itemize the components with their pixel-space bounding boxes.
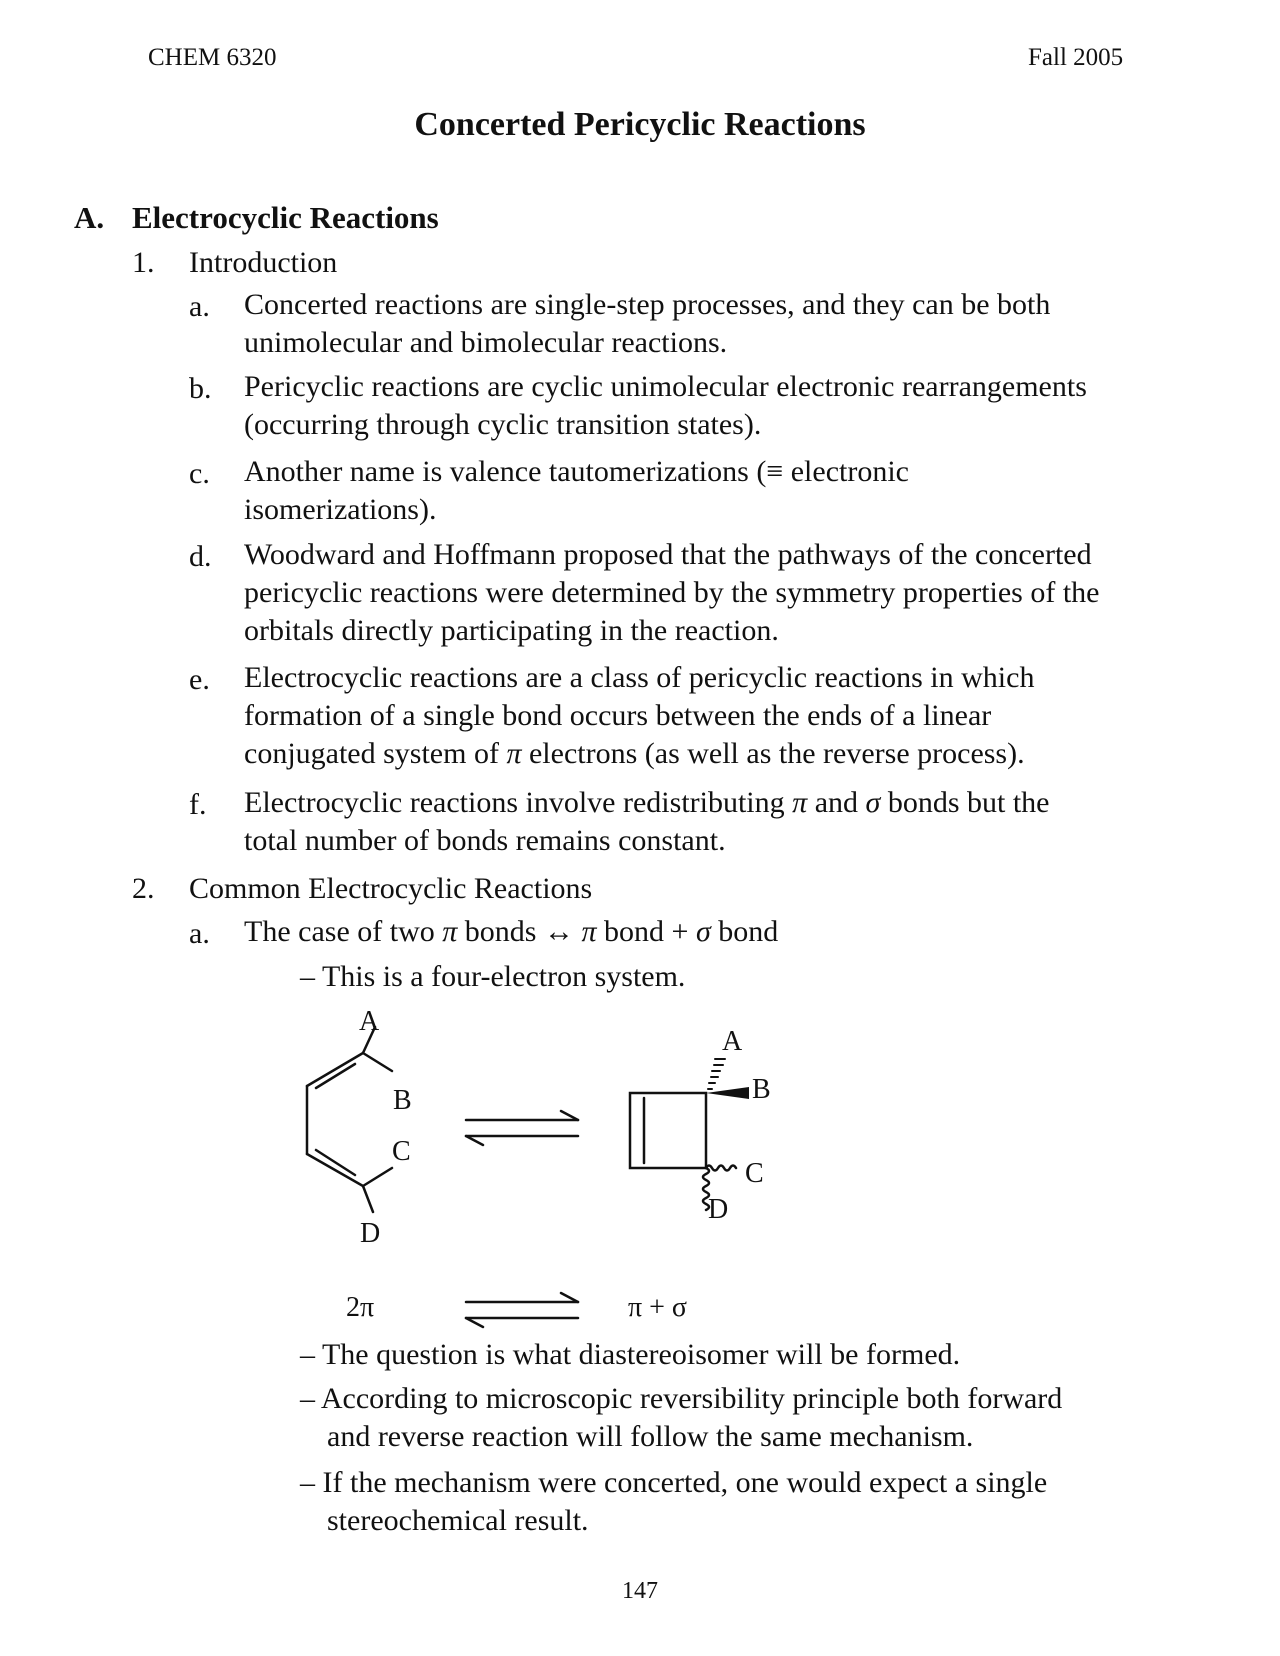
section-title: Electrocyclic Reactions <box>132 200 439 235</box>
page-title: Concerted Pericyclic Reactions <box>414 106 866 143</box>
item-marker: c. <box>189 457 210 490</box>
term: Fall 2005 <box>1028 44 1124 71</box>
subsection-title: Common Electrocyclic Reactions <box>189 872 593 905</box>
item-marker: a. <box>189 917 210 950</box>
list-item: Another name is valence tautomerizations (≡ electronic isomerizations). <box>244 455 909 526</box>
cyclobutene-structure <box>630 1093 736 1210</box>
atom-label: B <box>752 1074 771 1105</box>
list-item: Woodward and Hoffmann proposed that the pathways of the concerted pericyclic reactions were determined by the symmetry properties of the orbitals directly participating in the reaction. <box>244 538 1100 647</box>
atom-label: B <box>393 1085 412 1116</box>
list-item: Electrocyclic reactions are a class of pericyclic reactions in which formation of a single bond occurs between the ends of a linear conjugated system of π electrons (as well as the reverse process). <box>244 661 1035 770</box>
atom-label: D <box>360 1218 381 1249</box>
list-item: Pericyclic reactions are cyclic unimolecular electronic rearrangements (occurring through cyclic transition states). <box>244 370 1087 441</box>
course-code: CHEM 6320 <box>148 44 277 71</box>
left-caption: 2π <box>346 1292 375 1323</box>
item-marker: f. <box>189 788 207 821</box>
list-item: Electrocyclic reactions involve redistributing π and σ bonds but the total number of bonds remains constant. <box>244 786 1050 857</box>
list-item: The case of two π bonds ↔ π bond + σ bond <box>244 915 779 948</box>
atom-label: C <box>392 1136 411 1167</box>
atom-label: A <box>359 1006 380 1037</box>
right-caption: π + σ <box>628 1292 688 1323</box>
item-marker: b. <box>189 372 212 405</box>
list-item: Concerted reactions are single-step processes, and they can be both unimolecular and bimolecular reactions. <box>244 288 1051 359</box>
equilibrium-arrow <box>466 1111 578 1145</box>
list-item: – The question is what diastereoisomer will be formed. <box>300 1338 961 1371</box>
equilibrium-arrow <box>466 1293 578 1327</box>
list-item: – According to microscopic reversibility principle both forward and reverse reaction will follow the same mechanism. <box>300 1382 1063 1453</box>
section-marker: A. <box>74 200 105 235</box>
hashed-wedge <box>708 1059 725 1089</box>
subsection-number: 1. <box>132 246 155 279</box>
item-marker: d. <box>189 540 212 573</box>
page-number: 147 <box>622 1578 658 1604</box>
item-note: – This is a four-electron system. <box>300 960 686 993</box>
subsection-number: 2. <box>132 872 155 905</box>
atom-label: A <box>722 1026 743 1057</box>
subsection-title: Introduction <box>189 246 338 279</box>
atom-label: C <box>745 1158 764 1189</box>
item-marker: a. <box>189 290 210 323</box>
item-marker: e. <box>189 663 210 696</box>
diene-structure <box>307 1027 392 1212</box>
list-item: – If the mechanism were concerted, one would expect a single stereochemical result. <box>300 1466 1048 1537</box>
atom-label: D <box>708 1194 729 1225</box>
